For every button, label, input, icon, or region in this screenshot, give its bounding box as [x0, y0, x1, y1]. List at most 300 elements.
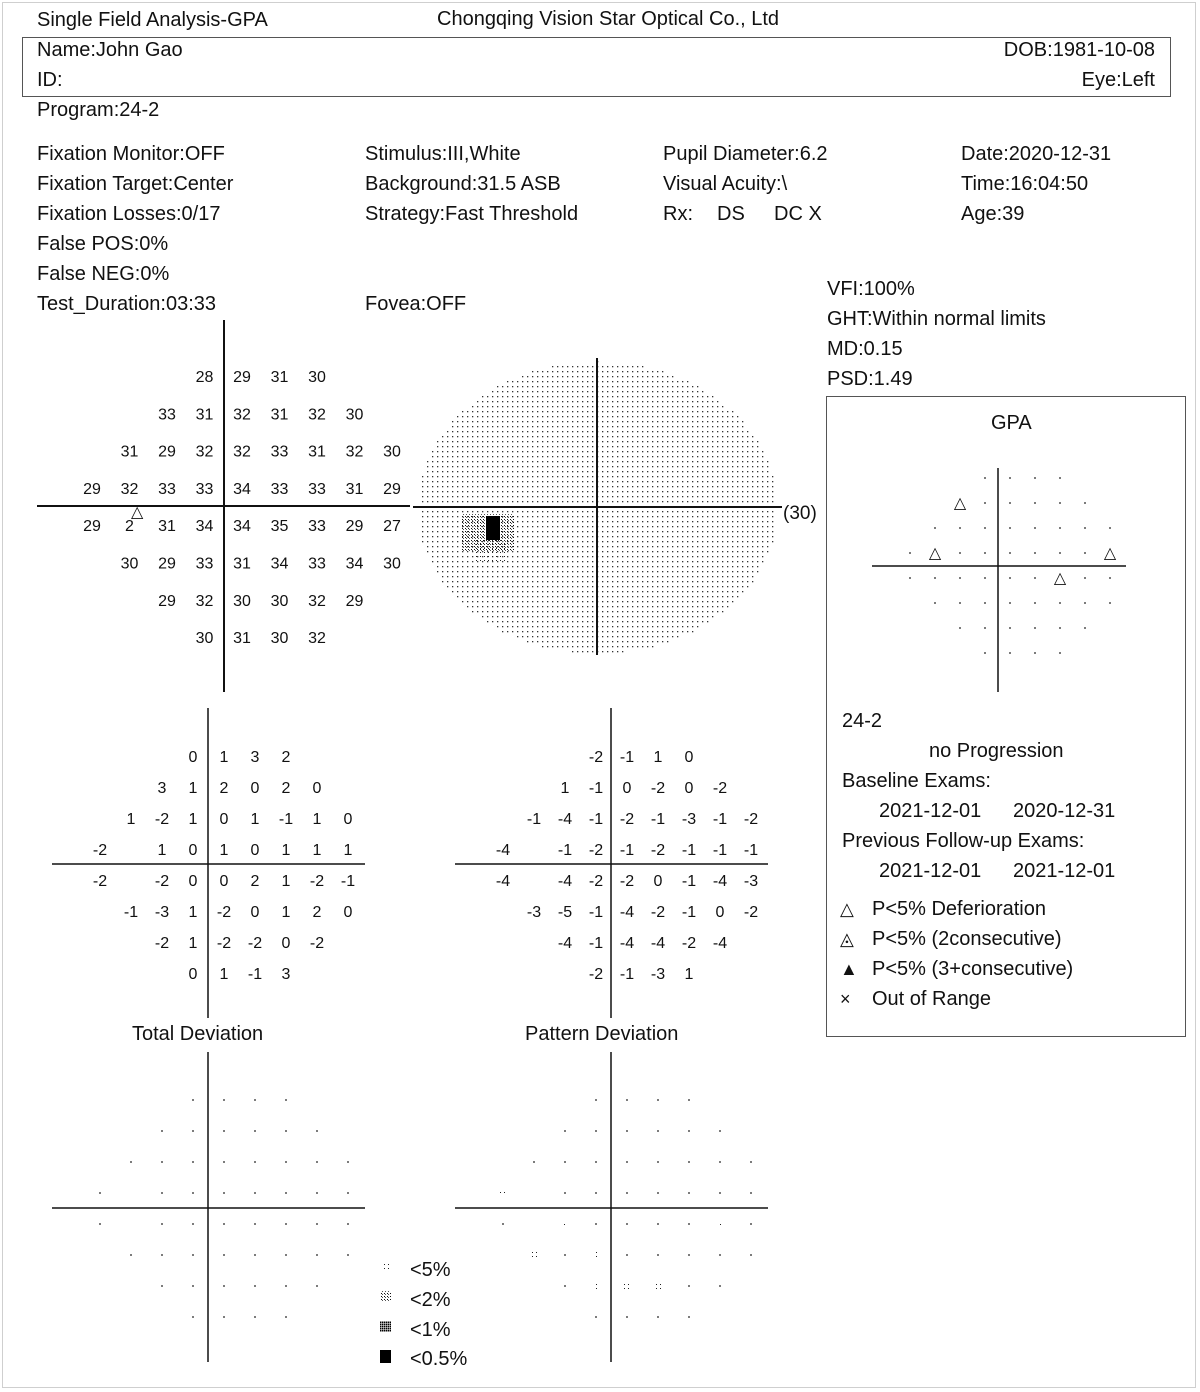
gpa-dot-r5-c4: [1009, 602, 1011, 604]
pd-value-r2-c5: -1: [650, 811, 666, 828]
threshold-value-r0-c3: 28: [195, 369, 214, 386]
td-value-r1-c6: 2: [281, 780, 291, 797]
gpa-dot-r4-c0: [909, 577, 911, 579]
td-prob-dot-r0-c3: [192, 1099, 194, 1101]
td-value-r4-c2: -2: [154, 873, 170, 890]
td-value-r7-c3: 0: [188, 966, 198, 983]
total-deviation-label: Total Deviation: [132, 1023, 264, 1045]
td-prob-dot-r1-c4: [223, 1130, 225, 1132]
td-value-r2-c6: -1: [278, 811, 294, 828]
gpa-dot-r2-c7: [1084, 527, 1086, 529]
td-prob-dot-r5-c2: [161, 1254, 163, 1256]
threshold-value-r1-c3: 31: [195, 406, 214, 424]
td-prob-dot-r0-c4: [223, 1099, 225, 1101]
prob-legend-1: <1%: [410, 1319, 451, 1341]
td-value-r1-c7: 0: [312, 780, 322, 797]
gpa-dot-r2-c8: [1109, 527, 1111, 529]
pd-prob-dot-r4-c4: [626, 1223, 628, 1225]
gpa-dot-r3-c4: [1009, 552, 1011, 554]
gpa-dot-r1-c4: [1009, 502, 1011, 504]
td-prob-dot-r2-c5: [254, 1161, 256, 1163]
threshold-value-r2-c6: 31: [308, 443, 326, 461]
pd-prob-dot-r4-c5: [657, 1223, 659, 1225]
pd-prob-dot-r2-c6: [688, 1161, 690, 1163]
three-consecutive-symbol-icon: ▲: [840, 959, 858, 979]
pd-value-r4-c8: -3: [743, 873, 759, 890]
pd-prob-dot-r4-c0: [502, 1223, 504, 1225]
td-prob-dot-r2-c3: [192, 1161, 194, 1163]
td-prob-dot-r7-c5: [254, 1316, 256, 1318]
threshold-value-r4-c7: 29: [345, 518, 364, 536]
gpa-dot-r7-c4: [1009, 652, 1011, 654]
report-title: Single Field Analysis-GPA: [37, 9, 268, 31]
td-value-r2-c5: 1: [250, 811, 260, 828]
pd-prob-mark-r6-c4: [624, 1283, 630, 1289]
gpa-dot-r7-c5: [1034, 652, 1036, 654]
pd-value-r5-c1: -3: [526, 904, 542, 921]
pd-value-r1-c3: -1: [588, 780, 604, 797]
td-prob-dot-r3-c5: [254, 1192, 256, 1194]
td-value-r3-c3: 0: [188, 842, 198, 859]
threshold-value-r4-c1: 2: [125, 518, 134, 536]
threshold-value-r6-c3: 32: [195, 592, 214, 610]
threshold-value-r3-c3: 33: [195, 480, 214, 498]
td-prob-dot-r6-c3: [192, 1285, 194, 1287]
pd-value-r2-c1: -1: [526, 811, 542, 828]
gpa-dot-r2-c1: [934, 527, 936, 529]
ght-index: GHT:Within normal limits: [827, 308, 1046, 330]
two-consecutive-symbol-icon: ◬: [840, 929, 854, 949]
prob-05-symbol-icon: [380, 1350, 391, 1363]
prob-legend-2: <2%: [410, 1289, 451, 1311]
td-value-r6-c6: 0: [281, 935, 291, 952]
threshold-value-r3-c1: 32: [120, 480, 139, 498]
threshold-value-r7-c4: 31: [233, 630, 251, 648]
td-value-r1-c5: 0: [250, 780, 260, 797]
pd-prob-mark-r4-c2: [562, 1221, 568, 1227]
pd-value-r6-c2: -4: [557, 935, 573, 952]
pd-prob-dot-r5-c7: [719, 1254, 721, 1256]
td-value-r6-c4: -2: [216, 935, 232, 952]
pd-value-r0-c3: -2: [588, 749, 604, 766]
gpa-dot-r3-c7: [1084, 552, 1086, 554]
blind-spot-marker-icon: △: [131, 504, 144, 521]
threshold-value-r4-c3: 34: [195, 518, 214, 536]
pd-value-r0-c6: 0: [684, 749, 694, 766]
td-value-r3-c8: 1: [343, 842, 353, 859]
threshold-value-r3-c5: 33: [270, 480, 289, 498]
pd-value-r5-c3: -1: [588, 904, 604, 921]
pd-prob-dot-r2-c2: [564, 1161, 566, 1163]
pd-value-r7-c3: -2: [588, 966, 604, 983]
td-prob-dot-r3-c3: [192, 1192, 194, 1194]
prob-legend-symbols: [380, 1263, 391, 1363]
rx-dc: DC X: [774, 203, 822, 225]
pd-prob-dot-r5-c8: [750, 1254, 752, 1256]
threshold-value-r1-c5: 31: [270, 406, 289, 424]
td-value-r2-c8: 0: [343, 811, 353, 828]
grayscale-axes: [413, 358, 782, 655]
threshold-value-r3-c2: 33: [158, 480, 176, 498]
td-value-r3-c6: 1: [281, 842, 291, 859]
td-value-r4-c5: 2: [250, 873, 260, 890]
td-prob-dot-r7-c3: [192, 1316, 194, 1318]
baseline-date-1: 2021-12-01: [879, 800, 982, 822]
threshold-value-r6-c4: 30: [233, 592, 251, 610]
pd-prob-dot-r5-c5: [657, 1254, 659, 1256]
threshold-value-r1-c6: 32: [308, 406, 326, 424]
pd-prob-dot-r0-c4: [626, 1099, 628, 1101]
td-prob-dot-r6-c2: [161, 1285, 163, 1287]
stimulus: Stimulus:III,White: [365, 143, 521, 165]
pd-prob-mark-r4-c7: [717, 1221, 723, 1227]
prob-legend-5: <5%: [410, 1259, 451, 1281]
pattern-deviation-label: Pattern Deviation: [525, 1023, 679, 1045]
td-value-r1-c2: 3: [157, 780, 167, 797]
threshold-value-r2-c8: 30: [383, 443, 401, 461]
pd-value-r2-c4: -2: [619, 811, 635, 828]
legend-deterioration: P<5% Deferioration: [872, 898, 1046, 920]
pd-prob-dot-r2-c8: [750, 1161, 752, 1163]
pd-value-r2-c3: -1: [588, 811, 604, 828]
td-prob-dot-r3-c7: [316, 1192, 318, 1194]
td-prob-dot-r4-c5: [254, 1223, 256, 1225]
gpa-dot-r2-c5: [1034, 527, 1036, 529]
threshold-value-r1-c2: 33: [158, 406, 176, 424]
pd-prob-dot-r7-c5: [657, 1316, 659, 1318]
pd-prob-dot-r4-c8: [750, 1223, 752, 1225]
td-value-r4-c0: -2: [92, 873, 108, 890]
pd-prob-dot-r3-c6: [688, 1192, 690, 1194]
threshold-value-r4-c4: 34: [233, 518, 251, 536]
td-prob-dot-r3-c2: [161, 1192, 163, 1194]
test-program: Program:24-2: [37, 99, 160, 121]
gpa-dot-r5-c2: [959, 602, 961, 604]
blind-spot-dark: [486, 516, 500, 540]
gpa-dot-r6-c2: [959, 627, 961, 629]
td-prob-dot-r2-c2: [161, 1161, 163, 1163]
td-prob-dot-r5-c6: [285, 1254, 287, 1256]
false-neg: False NEG:0%: [37, 263, 170, 285]
threshold-value-r5-c4: 31: [233, 555, 251, 573]
td-prob-dot-r4-c0: [99, 1223, 101, 1225]
pd-value-r3-c5: -2: [650, 842, 666, 859]
pd-prob-dot-r4-c3: [595, 1223, 597, 1225]
td-prob-dot-r1-c5: [254, 1130, 256, 1132]
gpa-dot-r5-c7: [1084, 602, 1086, 604]
td-prob-dot-r0-c6: [285, 1099, 287, 1101]
threshold-value-r2-c4: 32: [233, 443, 251, 461]
td-value-r2-c1: 1: [126, 811, 136, 828]
pd-prob-dot-r6-c6: [688, 1285, 690, 1287]
pd-value-r7-c4: -1: [619, 966, 635, 983]
td-value-r5-c2: -3: [154, 904, 170, 921]
gpa-dot-r4-c4: [1009, 577, 1011, 579]
gpa-deterioration-r3-c8-icon: △: [1103, 545, 1117, 562]
threshold-value-r5-c6: 33: [308, 555, 326, 573]
gpa-dot-r6-c5: [1034, 627, 1036, 629]
td-value-r2-c2: -2: [154, 811, 170, 828]
gpa-dot-r3-c0: [909, 552, 911, 554]
pd-prob-dot-r7-c6: [688, 1316, 690, 1318]
threshold-value-r2-c1: 31: [120, 443, 139, 461]
threshold-value-r1-c4: 32: [233, 406, 251, 424]
pd-prob-dot-r3-c2: [564, 1192, 566, 1194]
td-value-r2-c7: 1: [312, 811, 322, 828]
td-prob-dot-r5-c1: [130, 1254, 132, 1256]
threshold-value-r5-c7: 34: [345, 555, 364, 573]
threshold-value-r3-c0: 29: [83, 480, 101, 498]
gpa-dot-r4-c7: [1084, 577, 1086, 579]
patient-age: Age:39: [961, 203, 1025, 225]
pd-prob-mark-r5-c3: [593, 1252, 599, 1258]
grayscale-scale-label: (30): [783, 503, 817, 524]
gpa-dot-r1-c3: [984, 502, 986, 504]
pd-prob-dot-r6-c2: [564, 1285, 566, 1287]
td-prob-dot-r4-c7: [316, 1223, 318, 1225]
td-value-r3-c2: 1: [157, 842, 167, 859]
pd-value-r3-c0: -4: [495, 842, 511, 859]
gpa-dot-r4-c2: [959, 577, 961, 579]
pd-prob-dot-r6-c7: [719, 1285, 721, 1287]
background: Background:31.5 ASB: [365, 173, 561, 195]
baseline-label: Baseline Exams:: [842, 770, 991, 792]
pd-prob-dot-r3-c7: [719, 1192, 721, 1194]
gpa-deterioration-r3-c1-icon: △: [928, 545, 942, 562]
threshold-value-r4-c2: 31: [158, 518, 176, 536]
gpa-title: GPA: [991, 412, 1032, 434]
td-prob-dot-r3-c8: [347, 1192, 349, 1194]
pd-value-r1-c6: 0: [684, 780, 694, 797]
td-value-r0-c4: 1: [219, 749, 229, 766]
gpa-dot-r6-c3: [984, 627, 986, 629]
td-value-r4-c3: 0: [188, 873, 198, 890]
td-prob-dot-r1-c3: [192, 1130, 194, 1132]
pd-value-r3-c7: -1: [712, 842, 728, 859]
baseline-date-2: 2020-12-31: [1013, 800, 1116, 822]
pd-value-r0-c4: -1: [619, 749, 635, 766]
pd-prob-dot-r3-c3: [595, 1192, 597, 1194]
td-value-r5-c8: 0: [343, 904, 353, 921]
threshold-value-r0-c4: 29: [233, 369, 251, 386]
prob-5-symbol-icon: [381, 1263, 389, 1271]
td-prob-dot-r2-c1: [130, 1161, 132, 1163]
td-value-r3-c7: 1: [312, 842, 322, 859]
td-prob-dot-r5-c5: [254, 1254, 256, 1256]
pd-value-r4-c0: -4: [495, 873, 511, 890]
pd-value-r1-c4: 0: [622, 780, 632, 797]
prob-1-symbol-icon: [380, 1321, 391, 1332]
pd-value-r1-c7: -2: [712, 780, 728, 797]
pd-prob-mark-r3-c0: [500, 1190, 506, 1196]
pd-prob-dot-r0-c3: [595, 1099, 597, 1101]
gpa-progression: no Progression: [929, 740, 1064, 762]
followup-date-2: 2021-12-01: [1013, 860, 1116, 882]
gpa-dot-r3-c5: [1034, 552, 1036, 554]
blind-spot-shade-edge: [476, 540, 506, 564]
pd-prob-dot-r5-c4: [626, 1254, 628, 1256]
patient-id: ID:: [37, 69, 63, 91]
pd-value-r7-c5: -3: [650, 966, 666, 983]
pd-value-r3-c4: -1: [619, 842, 635, 859]
pd-prob-dot-r0-c6: [688, 1099, 690, 1101]
gpa-dot-r2-c2: [959, 527, 961, 529]
pd-prob-dot-r7-c4: [626, 1316, 628, 1318]
td-prob-dot-r3-c6: [285, 1192, 287, 1194]
threshold-value-r1-c7: 30: [345, 406, 364, 424]
gpa-dot-r2-c4: [1009, 527, 1011, 529]
deterioration-symbol-icon: △: [840, 899, 854, 919]
threshold-value-r0-c6: 30: [308, 369, 326, 386]
td-value-r3-c5: 0: [250, 842, 260, 859]
threshold-axes: [37, 320, 410, 692]
threshold-value-r4-c8: 27: [383, 518, 401, 536]
td-value-r1-c3: 1: [188, 780, 198, 797]
pd-prob-dot-r2-c7: [719, 1161, 721, 1163]
gpa-axes: [872, 468, 1126, 692]
td-value-r6-c5: -2: [247, 935, 263, 952]
threshold-value-r3-c7: 31: [345, 480, 364, 498]
pd-prob-dot-r1-c4: [626, 1130, 628, 1132]
pd-prob-dot-r2-c1: [533, 1161, 535, 1163]
td-prob-dot-r5-c4: [223, 1254, 225, 1256]
gpa-dot-r6-c6: [1059, 627, 1061, 629]
td-value-r2-c3: 1: [188, 811, 198, 828]
gpa-dot-r0-c5: [1034, 477, 1036, 479]
pd-value-r5-c4: -4: [619, 904, 635, 921]
td-prob-dot-r1-c2: [161, 1130, 163, 1132]
pd-value-r4-c5: 0: [653, 873, 663, 890]
test-duration: Test_Duration:03:33: [37, 293, 217, 315]
threshold-value-r3-c4: 34: [233, 480, 251, 498]
td-prob-dot-r5-c8: [347, 1254, 349, 1256]
td-value-r6-c7: -2: [309, 935, 325, 952]
td-prob-dot-r7-c6: [285, 1316, 287, 1318]
td-prob-dot-r6-c7: [316, 1285, 318, 1287]
pd-prob-dot-r1-c7: [719, 1130, 721, 1132]
td-value-r5-c5: 0: [250, 904, 260, 921]
threshold-value-r6-c7: 29: [345, 592, 364, 610]
pd-value-r6-c4: -4: [619, 935, 635, 952]
td-value-r7-c4: 1: [219, 966, 229, 983]
pd-value-r2-c8: -2: [743, 811, 759, 828]
threshold-value-r7-c5: 30: [270, 630, 289, 648]
gpa-deterioration-r4-c6-icon: △: [1053, 570, 1067, 587]
td-value-r7-c5: -1: [247, 966, 263, 983]
gpa-dot-r5-c5: [1034, 602, 1036, 604]
td-value-r1-c4: 2: [219, 780, 229, 797]
pd-prob-dot-r3-c4: [626, 1192, 628, 1194]
td-value-r2-c4: 0: [219, 811, 229, 828]
pd-prob-dot-r3-c5: [657, 1192, 659, 1194]
td-prob-dot-r7-c4: [223, 1316, 225, 1318]
gpa-dot-r0-c6: [1059, 477, 1061, 479]
fovea: Fovea:OFF: [365, 293, 467, 315]
pd-prob-dot-r5-c6: [688, 1254, 690, 1256]
pd-value-r1-c2: 1: [560, 780, 570, 797]
legend-three-consecutive: P<5% (3+consecutive): [872, 958, 1074, 980]
gpa-dot-r1-c7: [1084, 502, 1086, 504]
pd-prob-dot-r1-c5: [657, 1130, 659, 1132]
pd-value-r5-c5: -2: [650, 904, 666, 921]
td-prob-dot-r6-c4: [223, 1285, 225, 1287]
gpa-dot-r3-c2: [959, 552, 961, 554]
td-prob-dot-r5-c7: [316, 1254, 318, 1256]
td-prob-dot-r4-c4: [223, 1223, 225, 1225]
threshold-value-r6-c6: 32: [308, 592, 326, 610]
pd-value-r5-c8: -2: [743, 904, 759, 921]
td-prob-dot-r2-c4: [223, 1161, 225, 1163]
pd-prob-mark-r6-c3: [593, 1283, 599, 1289]
pd-value-r3-c8: -1: [743, 842, 759, 859]
prob-2-symbol-icon: [380, 1291, 391, 1302]
legend-out-of-range: Out of Range: [872, 988, 991, 1010]
td-value-r0-c5: 3: [250, 749, 260, 766]
false-pos: False POS:0%: [37, 233, 169, 255]
pd-value-r3-c2: -1: [557, 842, 573, 859]
pd-value-r4-c7: -4: [712, 873, 728, 890]
pd-prob-dot-r1-c3: [595, 1130, 597, 1132]
pd-prob-dot-r2-c3: [595, 1161, 597, 1163]
rx-ds: DS: [717, 203, 745, 225]
pd-value-r2-c7: -1: [712, 811, 728, 828]
rx-label: Rx:: [663, 203, 693, 225]
pd-value-r7-c6: 1: [684, 966, 694, 983]
td-prob-dot-r4-c8: [347, 1223, 349, 1225]
vfi-index: VFI:100%: [827, 278, 915, 300]
pd-prob-dot-r5-c2: [564, 1254, 566, 1256]
pd-value-r6-c5: -4: [650, 935, 666, 952]
threshold-value-r5-c1: 30: [120, 555, 139, 573]
pd-prob-dot-r0-c5: [657, 1099, 659, 1101]
pupil-diameter: Pupil Diameter:6.2: [663, 143, 828, 165]
td-value-r4-c8: -1: [340, 873, 356, 890]
patient-dob: DOB:1981-10-08: [1003, 39, 1155, 61]
gpa-dot-r3-c3: [984, 552, 986, 554]
pd-value-r3-c3: -2: [588, 842, 604, 859]
td-prob-dot-r4-c3: [192, 1223, 194, 1225]
fixation-losses: Fixation Losses:0/17: [37, 203, 221, 225]
td-value-r0-c6: 2: [281, 749, 291, 766]
td-value-r5-c3: 1: [188, 904, 198, 921]
pd-prob-dot-r1-c2: [564, 1130, 566, 1132]
gpa-dot-r5-c8: [1109, 602, 1111, 604]
gpa-dot-r5-c3: [984, 602, 986, 604]
gpa-dot-r5-c6: [1059, 602, 1061, 604]
gpa-deterioration-r1-c2-icon: △: [953, 495, 967, 512]
gpa-dot-r4-c1: [934, 577, 936, 579]
pd-prob-dot-r4-c6: [688, 1223, 690, 1225]
threshold-value-r5-c2: 29: [158, 555, 176, 573]
pd-value-r5-c7: 0: [715, 904, 725, 921]
pd-prob-mark-r5-c1: [531, 1252, 537, 1258]
pd-value-r5-c6: -1: [681, 904, 697, 921]
td-prob-dot-r4-c6: [285, 1223, 287, 1225]
threshold-value-r0-c5: 31: [270, 369, 289, 386]
threshold-value-r5-c3: 33: [195, 555, 214, 573]
td-value-r5-c6: 1: [281, 904, 291, 921]
gpa-dot-r5-c1: [934, 602, 936, 604]
threshold-value-r5-c8: 30: [383, 555, 401, 573]
pd-value-r0-c5: 1: [653, 749, 663, 766]
gpa-dot-r7-c3: [984, 652, 986, 654]
td-prob-dot-r5-c3: [192, 1254, 194, 1256]
gpa-program: 24-2: [842, 710, 883, 732]
prob-legend-05: <0.5%: [410, 1348, 468, 1370]
pd-prob-dot-r1-c6: [688, 1130, 690, 1132]
gpa-dot-r6-c4: [1009, 627, 1011, 629]
td-prob-dot-r2-c7: [316, 1161, 318, 1163]
